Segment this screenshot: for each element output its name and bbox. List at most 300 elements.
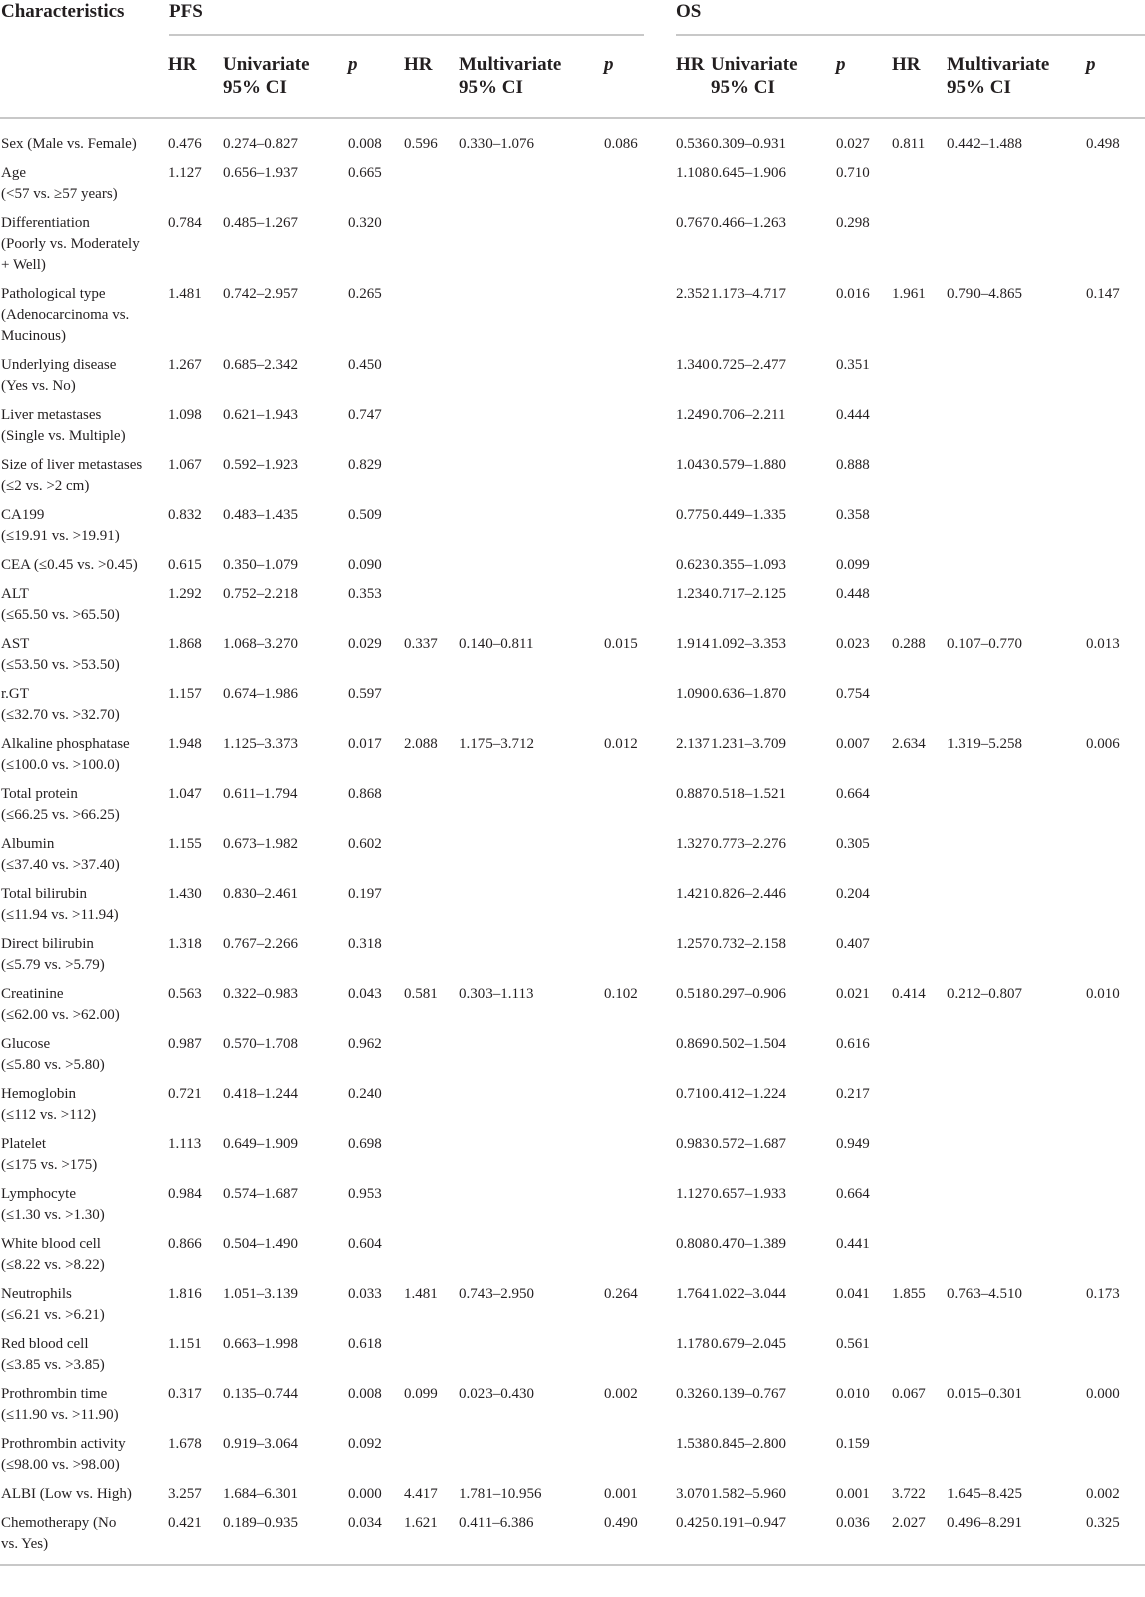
table-row <box>0 155 1145 205</box>
pfs-uni-hr-cell: 0.563 <box>168 986 202 1002</box>
pfs-multi-p-cell <box>604 1126 656 1176</box>
os-uni-hr-cell: 1.764 <box>676 1286 710 1302</box>
os-uni-hr-header: HR <box>676 54 705 75</box>
pfs-uni-p-cell: 0.090 <box>348 557 382 573</box>
os-multi-ci-cell <box>947 1126 1086 1176</box>
row-label: Pathological type (Adenocarcinoma vs. Mucinous) <box>1 286 130 344</box>
os-multi-ci-cell <box>947 1176 1086 1226</box>
os-uni-hr-cell: 0.775 <box>676 507 710 523</box>
os-uni-p-cell: 0.099 <box>836 557 870 573</box>
os-multi-p-cell <box>1086 1026 1145 1076</box>
pfs-label: PFS <box>169 1 203 22</box>
pfs-uni-ci-cell: 0.350–1.079 <box>223 557 298 573</box>
pfs-uni-p-cell: 0.029 <box>348 636 382 652</box>
pfs-multi-hr-cell <box>404 397 459 447</box>
pfs-uni-ci-cell: 0.322–0.983 <box>223 986 298 1002</box>
pfs-multi-p-cell <box>604 347 656 397</box>
pfs-uni-hr-cell: 3.257 <box>168 1486 202 1502</box>
pfs-uni-hr-cell: 0.476 <box>168 136 202 152</box>
os-uni-ci-cell: 1.092–3.353 <box>711 636 786 652</box>
os-uni-ci-cell: 0.518–1.521 <box>711 786 786 802</box>
os-multi-p-cell: 0.013 <box>1086 636 1120 652</box>
pfs-multi-hr-cell: 1.481 <box>404 1286 438 1302</box>
os-multi-hr-cell <box>892 1176 947 1226</box>
os-multi-ci-cell: 1.319–5.258 <box>947 736 1022 752</box>
os-uni-ci-cell: 0.139–0.767 <box>711 1386 786 1402</box>
pfs-uni-ci-cell: 0.767–2.266 <box>223 936 298 952</box>
os-multi-p-cell <box>1086 155 1145 205</box>
os-multi-p-cell: 0.000 <box>1086 1386 1120 1402</box>
os-multi-ci-cell <box>947 205 1086 276</box>
os-uni-ci-cell: 0.449–1.335 <box>711 507 786 523</box>
pfs-multi-p-cell: 0.012 <box>604 736 638 752</box>
os-multi-p-cell: 0.006 <box>1086 736 1120 752</box>
os-multi-p-cell: 0.498 <box>1086 136 1120 152</box>
pfs-multi-hr-cell: 0.337 <box>404 636 438 652</box>
pfs-uni-ci-cell: 0.752–2.218 <box>223 586 298 602</box>
os-multi-hr-cell: 2.634 <box>892 736 926 752</box>
os-multi-ci-cell <box>947 876 1086 926</box>
pfs-uni-hr-cell: 0.987 <box>168 1036 202 1052</box>
os-multi-p-cell <box>1086 397 1145 447</box>
table-row <box>0 547 1145 576</box>
table-row <box>0 576 1145 626</box>
os-uni-p-cell: 0.041 <box>836 1286 870 1302</box>
table-row <box>0 926 1145 976</box>
os-multi-ci-header: Multivariate 95% CI <box>947 54 1050 98</box>
pfs-multi-hr-cell <box>404 576 459 626</box>
pfs-multi-hr-cell <box>404 676 459 726</box>
os-multi-hr-cell <box>892 1026 947 1076</box>
pfs-uni-p-cell: 0.665 <box>348 165 382 181</box>
pfs-uni-hr-cell: 1.113 <box>168 1136 202 1152</box>
table-row <box>0 1226 1145 1276</box>
os-multi-hr-cell <box>892 876 947 926</box>
pfs-multi-hr-cell <box>404 347 459 397</box>
pfs-multi-ci-cell <box>459 1076 604 1126</box>
pfs-multi-ci-cell <box>459 1226 604 1276</box>
os-uni-p-cell: 0.710 <box>836 165 870 181</box>
os-multi-p-header: p <box>1086 54 1096 75</box>
os-uni-p-cell: 0.298 <box>836 215 870 231</box>
os-uni-p-cell: 0.754 <box>836 686 870 702</box>
row-label: Age (<57 vs. ≥57 years) <box>1 165 118 202</box>
os-uni-p-cell: 0.358 <box>836 507 870 523</box>
os-multi-hr-cell <box>892 576 947 626</box>
os-uni-p-cell: 0.159 <box>836 1436 870 1452</box>
pfs-multi-hr-cell <box>404 876 459 926</box>
pfs-uni-p-cell: 0.868 <box>348 786 382 802</box>
os-multi-p-cell <box>1086 576 1145 626</box>
os-uni-p-cell: 0.001 <box>836 1486 870 1502</box>
pfs-uni-hr-cell: 1.155 <box>168 836 202 852</box>
os-uni-hr-cell: 0.425 <box>656 1505 711 1565</box>
row-label: Sex (Male vs. Female) <box>1 136 137 152</box>
pfs-multi-hr-cell <box>404 276 459 347</box>
pfs-uni-hr-cell: 0.615 <box>168 557 202 573</box>
os-multi-p-cell <box>1086 447 1145 497</box>
os-uni-hr-cell: 2.352 <box>676 286 710 302</box>
pfs-multi-ci-cell: 0.023–0.430 <box>459 1386 534 1402</box>
os-multi-p-cell <box>1086 1076 1145 1126</box>
os-multi-hr-cell <box>892 205 947 276</box>
os-multi-ci-cell <box>947 1026 1086 1076</box>
row-label: r.GT (≤32.70 vs. >32.70) <box>1 686 120 723</box>
pfs-uni-ci-cell: 0.685–2.342 <box>223 357 298 373</box>
pfs-uni-p-cell: 0.698 <box>348 1136 382 1152</box>
pfs-multi-p-cell <box>604 676 656 726</box>
pfs-uni-ci-cell: 0.504–1.490 <box>223 1236 298 1252</box>
pfs-multi-hr-cell <box>404 776 459 826</box>
pfs-multi-ci-cell: 1.175–3.712 <box>459 736 534 752</box>
pfs-multi-p-cell <box>604 1226 656 1276</box>
os-uni-hr-cell: 1.257 <box>676 936 710 952</box>
pfs-multi-ci-cell <box>459 497 604 547</box>
os-uni-p-cell: 0.217 <box>836 1086 870 1102</box>
row-label: Alkaline phosphatase (≤100.0 vs. >100.0) <box>1 736 130 773</box>
os-multi-hr-cell: 0.811 <box>892 136 926 152</box>
os-uni-ci-cell: 0.297–0.906 <box>711 986 786 1002</box>
row-label: White blood cell (≤8.22 vs. >8.22) <box>1 1236 105 1273</box>
pfs-uni-hr-cell: 1.157 <box>168 686 202 702</box>
pfs-multi-hr-cell <box>404 1026 459 1076</box>
pfs-multi-hr-cell <box>404 1076 459 1126</box>
os-multi-p-cell: 0.147 <box>1086 286 1120 302</box>
row-label: Size of liver metastases (≤2 vs. >2 cm) <box>1 457 143 494</box>
os-uni-p-cell: 0.448 <box>836 586 870 602</box>
pfs-uni-ci-cell: 0.135–0.744 <box>223 1386 298 1402</box>
pfs-multi-ci-header: Multivariate 95% CI <box>459 54 562 98</box>
pfs-multi-hr-cell: 0.099 <box>404 1386 438 1402</box>
os-uni-p-cell: 0.204 <box>836 886 870 902</box>
os-uni-ci-cell: 0.470–1.389 <box>711 1236 786 1252</box>
pfs-multi-hr-cell: 0.581 <box>404 986 438 1002</box>
os-multi-p-cell <box>1086 676 1145 726</box>
pfs-multi-hr-cell: 2.088 <box>404 736 438 752</box>
os-multi-ci-cell: 0.790–4.865 <box>947 286 1022 302</box>
pfs-uni-p-cell: 0.450 <box>348 357 382 373</box>
os-multi-hr-cell <box>892 347 947 397</box>
os-multi-hr-cell <box>892 1426 947 1476</box>
pfs-uni-ci-cell: 0.621–1.943 <box>223 407 298 423</box>
pfs-multi-ci-cell <box>459 397 604 447</box>
table-row <box>0 118 1145 155</box>
os-uni-p-header: p <box>836 54 846 75</box>
os-multi-ci-cell: 0.107–0.770 <box>947 636 1022 652</box>
os-uni-hr-cell: 0.536 <box>676 136 710 152</box>
os-multi-hr-cell <box>892 1076 947 1126</box>
os-uni-p-cell: 0.027 <box>836 136 870 152</box>
row-label: CEA (≤0.45 vs. >0.45) <box>1 557 138 573</box>
row-label: Creatinine (≤62.00 vs. >62.00) <box>1 986 120 1023</box>
os-uni-hr-cell: 0.983 <box>676 1136 710 1152</box>
pfs-uni-ci-cell: 1.068–3.270 <box>223 636 298 652</box>
pfs-multi-hr-cell <box>404 1126 459 1176</box>
table-row <box>0 876 1145 926</box>
table-row <box>0 205 1145 276</box>
os-uni-ci-cell: 0.412–1.224 <box>711 1086 786 1102</box>
os-uni-hr-cell: 1.249 <box>676 407 710 423</box>
row-label: AST (≤53.50 vs. >53.50) <box>1 636 120 673</box>
pfs-uni-p-cell: 0.318 <box>348 936 382 952</box>
os-uni-p-cell: 0.888 <box>836 457 870 473</box>
pfs-multi-hr-cell <box>404 1326 459 1376</box>
pfs-uni-hr-cell: 1.047 <box>168 786 202 802</box>
os-uni-ci-cell: 0.706–2.211 <box>711 407 786 423</box>
os-multi-hr-cell <box>892 676 947 726</box>
os-uni-ci-cell: 0.717–2.125 <box>711 586 786 602</box>
os-uni-hr-cell: 3.070 <box>676 1486 710 1502</box>
header-group-row <box>0 0 1145 36</box>
os-multi-p-cell: 0.173 <box>1086 1286 1120 1302</box>
os-uni-p-cell: 0.616 <box>836 1036 870 1052</box>
os-uni-p-cell: 0.016 <box>836 286 870 302</box>
os-uni-ci-cell: 1.231–3.709 <box>711 736 786 752</box>
os-uni-hr-cell: 1.127 <box>676 1186 710 1202</box>
os-multi-p-cell <box>1086 347 1145 397</box>
os-uni-hr-cell: 1.538 <box>676 1436 710 1452</box>
pfs-uni-hr-cell: 1.151 <box>168 1336 202 1352</box>
row-label: Liver metastases (Single vs. Multiple) <box>1 407 126 444</box>
os-multi-ci-cell <box>947 397 1086 447</box>
os-uni-ci-cell: 1.173–4.717 <box>711 286 786 302</box>
table-row <box>0 1476 1145 1505</box>
os-multi-p-cell <box>1086 1126 1145 1176</box>
row-label: Prothrombin activity (≤98.00 vs. >98.00) <box>1 1436 126 1473</box>
row-label: Prothrombin time (≤11.90 vs. >11.90) <box>1 1386 119 1423</box>
os-multi-ci-cell <box>947 776 1086 826</box>
pfs-multi-ci-cell: 1.781–10.956 <box>459 1486 542 1502</box>
os-uni-hr-cell: 1.914 <box>676 636 710 652</box>
pfs-multi-hr-cell <box>404 547 459 576</box>
os-multi-hr-cell <box>892 497 947 547</box>
os-uni-ci-cell: 0.657–1.933 <box>711 1186 786 1202</box>
os-multi-hr-cell <box>892 155 947 205</box>
os-multi-hr-cell: 0.067 <box>892 1386 926 1402</box>
os-multi-hr-cell <box>892 1326 947 1376</box>
row-label: Platelet (≤175 vs. >175) <box>1 1136 98 1173</box>
table-row <box>0 447 1145 497</box>
os-uni-ci-cell: 0.732–2.158 <box>711 936 786 952</box>
os-multi-p-cell <box>1086 1426 1145 1476</box>
pfs-multi-hr-cell <box>404 155 459 205</box>
os-multi-ci-cell <box>947 576 1086 626</box>
os-multi-hr-cell <box>892 447 947 497</box>
os-uni-hr-cell: 0.518 <box>676 986 710 1002</box>
pfs-uni-p-cell: 0.353 <box>348 586 382 602</box>
pfs-uni-ci-cell: 0.656–1.937 <box>223 165 298 181</box>
os-uni-p-cell: 0.664 <box>836 1186 870 1202</box>
os-uni-hr-cell: 0.887 <box>676 786 710 802</box>
row-label: ALBI (Low vs. High) <box>1 1486 132 1502</box>
os-multi-hr-cell: 0.288 <box>892 636 926 652</box>
pfs-multi-ci-cell: 0.743–2.950 <box>459 1286 534 1302</box>
os-uni-hr-cell: 0.767 <box>676 215 710 231</box>
table-row <box>0 276 1145 347</box>
os-uni-p-cell: 0.407 <box>836 936 870 952</box>
pfs-uni-p-cell: 0.618 <box>348 1336 382 1352</box>
os-uni-p-cell: 0.561 <box>836 1336 870 1352</box>
pfs-multi-hr-cell <box>404 497 459 547</box>
pfs-uni-hr-cell: 1.481 <box>168 286 202 302</box>
pfs-uni-p-cell: 0.092 <box>348 1436 382 1452</box>
pfs-uni-hr-cell: 1.816 <box>168 1286 202 1302</box>
pfs-multi-p-cell <box>604 447 656 497</box>
os-uni-hr-cell: 2.137 <box>676 736 710 752</box>
os-multi-p-cell: 0.002 <box>1086 1486 1120 1502</box>
os-uni-hr-cell: 0.808 <box>676 1236 710 1252</box>
pfs-uni-p-cell: 0.602 <box>348 836 382 852</box>
pfs-multi-ci-cell <box>459 1026 604 1076</box>
pfs-uni-hr-cell: 1.267 <box>168 357 202 373</box>
pfs-multi-p-cell <box>604 205 656 276</box>
pfs-uni-ci-cell: 0.485–1.267 <box>223 215 298 231</box>
pfs-multi-ci-cell <box>459 876 604 926</box>
os-uni-p-cell: 0.441 <box>836 1236 870 1252</box>
pfs-uni-ci-cell: 0.274–0.827 <box>223 136 298 152</box>
os-uni-p-cell: 0.007 <box>836 736 870 752</box>
os-uni-ci-cell: 0.355–1.093 <box>711 557 786 573</box>
pfs-multi-ci-cell <box>459 447 604 497</box>
pfs-multi-hr-header: HR <box>404 54 433 75</box>
os-multi-hr-cell: 1.855 <box>892 1286 926 1302</box>
pfs-multi-ci-cell <box>459 1176 604 1226</box>
pfs-multi-ci-cell <box>459 1426 604 1476</box>
pfs-multi-p-cell: 0.490 <box>604 1505 656 1565</box>
os-uni-ci-cell: 0.773–2.276 <box>711 836 786 852</box>
os-uni-ci-cell: 0.679–2.045 <box>711 1336 786 1352</box>
pfs-uni-hr-cell: 1.948 <box>168 736 202 752</box>
os-multi-hr-cell: 3.722 <box>892 1486 926 1502</box>
pfs-multi-hr-cell: 0.596 <box>404 136 438 152</box>
pfs-multi-ci-cell <box>459 1126 604 1176</box>
pfs-uni-p-cell: 0.043 <box>348 986 382 1002</box>
pfs-multi-ci-cell <box>459 547 604 576</box>
pfs-multi-ci-cell <box>459 826 604 876</box>
pfs-multi-hr-cell <box>404 1426 459 1476</box>
pfs-uni-ci-cell: 0.830–2.461 <box>223 886 298 902</box>
os-multi-hr-cell <box>892 397 947 447</box>
os-multi-hr-cell: 2.027 <box>892 1505 947 1565</box>
pfs-uni-hr-cell: 1.678 <box>168 1436 202 1452</box>
pfs-uni-hr-cell: 0.317 <box>168 1386 202 1402</box>
pfs-uni-ci-cell: 0.663–1.998 <box>223 1336 298 1352</box>
pfs-uni-p-cell: 0.829 <box>348 457 382 473</box>
table-row <box>0 976 1145 1026</box>
pfs-multi-hr-cell <box>404 205 459 276</box>
row-label: Total protein (≤66.25 vs. >66.25) <box>1 786 120 823</box>
row-label: Red blood cell (≤3.85 vs. >3.85) <box>1 1336 105 1373</box>
table-row <box>0 347 1145 397</box>
os-uni-hr-cell: 1.178 <box>676 1336 710 1352</box>
pfs-multi-p-cell <box>604 576 656 626</box>
pfs-multi-p-header: p <box>604 54 614 75</box>
os-uni-hr-cell: 1.108 <box>676 165 710 181</box>
os-uni-hr-cell: 1.340 <box>676 357 710 373</box>
os-uni-ci-header: Univariate 95% CI <box>711 54 798 98</box>
pfs-uni-p-cell: 0.034 <box>348 1505 404 1565</box>
os-multi-p-cell <box>1086 497 1145 547</box>
table-row <box>0 1126 1145 1176</box>
os-multi-ci-cell <box>947 155 1086 205</box>
row-label: Lymphocyte (≤1.30 vs. >1.30) <box>1 1186 105 1223</box>
pfs-multi-ci-cell <box>459 1326 604 1376</box>
table-row <box>0 1276 1145 1326</box>
pfs-uni-ci-header: Univariate 95% CI <box>223 54 310 98</box>
row-label: Total bilirubin (≤11.94 vs. >11.94) <box>1 886 119 923</box>
pfs-uni-ci-cell: 0.574–1.687 <box>223 1186 298 1202</box>
table-row <box>0 676 1145 726</box>
os-multi-ci-cell <box>947 547 1086 576</box>
pfs-uni-hr-cell: 0.421 <box>168 1505 223 1565</box>
pfs-uni-p-cell: 0.008 <box>348 1386 382 1402</box>
pfs-uni-ci-cell: 0.674–1.986 <box>223 686 298 702</box>
os-uni-p-cell: 0.010 <box>836 1386 870 1402</box>
pfs-multi-p-cell <box>604 826 656 876</box>
os-multi-hr-cell <box>892 1226 947 1276</box>
os-uni-hr-cell: 0.326 <box>676 1386 710 1402</box>
pfs-uni-ci-cell: 0.418–1.244 <box>223 1086 298 1102</box>
os-multi-ci-cell: 0.442–1.488 <box>947 136 1022 152</box>
header-column-row <box>0 36 1145 118</box>
os-uni-hr-cell: 1.327 <box>676 836 710 852</box>
os-uni-p-cell: 0.351 <box>836 357 870 373</box>
os-uni-hr-cell: 1.234 <box>676 586 710 602</box>
os-uni-p-cell: 0.021 <box>836 986 870 1002</box>
table-row <box>0 1176 1145 1226</box>
row-label: Chemotherapy (No vs. Yes) <box>0 1505 168 1565</box>
os-multi-ci-cell: 0.763–4.510 <box>947 1286 1022 1302</box>
pfs-multi-ci-cell <box>459 576 604 626</box>
os-group-header <box>656 0 1145 36</box>
pfs-uni-hr-cell: 1.067 <box>168 457 202 473</box>
pfs-uni-p-cell: 0.509 <box>348 507 382 523</box>
os-multi-hr-cell <box>892 826 947 876</box>
os-uni-hr-cell: 1.090 <box>676 686 710 702</box>
pfs-multi-hr-cell <box>404 447 459 497</box>
pfs-uni-p-cell: 0.604 <box>348 1236 382 1252</box>
pfs-uni-ci-cell: 0.649–1.909 <box>223 1136 298 1152</box>
os-multi-ci-cell <box>947 1076 1086 1126</box>
os-multi-p-cell: 0.010 <box>1086 986 1120 1002</box>
pfs-multi-ci-cell <box>459 276 604 347</box>
pfs-uni-ci-cell: 0.570–1.708 <box>223 1036 298 1052</box>
table-row <box>0 1426 1145 1476</box>
header-spacer <box>0 36 168 118</box>
table-row <box>0 726 1145 776</box>
table-row <box>0 626 1145 676</box>
os-uni-ci-cell: 0.636–1.870 <box>711 686 786 702</box>
pfs-uni-p-cell: 0.747 <box>348 407 382 423</box>
os-multi-ci-cell: 0.496–8.291 <box>947 1505 1086 1565</box>
row-label: Differentiation (Poorly vs. Moderately + Well) <box>1 215 140 273</box>
os-uni-hr-cell: 0.869 <box>676 1036 710 1052</box>
os-multi-hr-cell: 0.414 <box>892 986 926 1002</box>
pfs-uni-p-cell: 0.320 <box>348 215 382 231</box>
pfs-uni-hr-cell: 1.292 <box>168 586 202 602</box>
os-uni-p-cell: 0.036 <box>836 1505 892 1565</box>
pfs-uni-p-cell: 0.033 <box>348 1286 382 1302</box>
os-multi-ci-cell <box>947 826 1086 876</box>
os-multi-ci-cell: 0.212–0.807 <box>947 986 1022 1002</box>
pfs-multi-ci-cell <box>459 155 604 205</box>
row-label: Hemoglobin (≤112 vs. >112) <box>1 1086 97 1123</box>
characteristics-header: Characteristics <box>1 1 125 22</box>
pfs-multi-hr-cell <box>404 1176 459 1226</box>
pfs-multi-hr-cell: 4.417 <box>404 1486 438 1502</box>
pfs-uni-p-header: p <box>348 54 358 75</box>
os-multi-ci-cell <box>947 1426 1086 1476</box>
